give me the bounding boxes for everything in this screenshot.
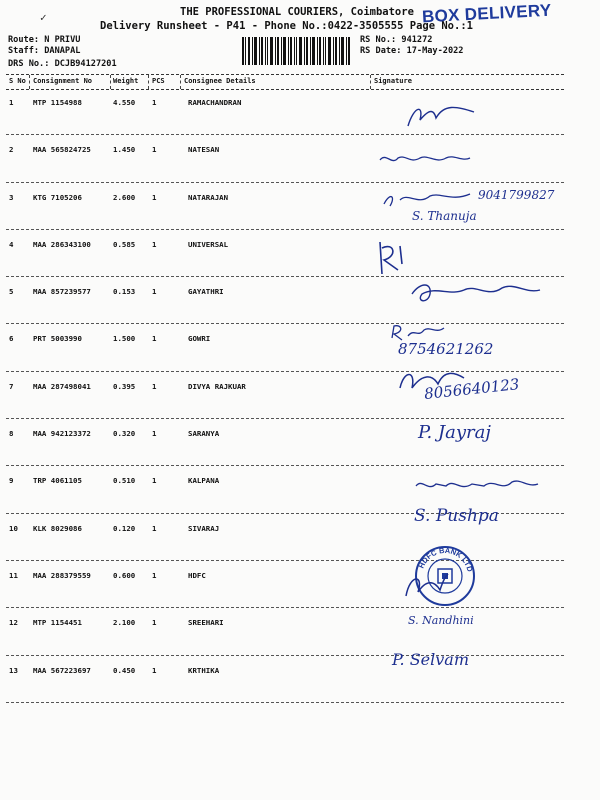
col-header-consignment: Consignment No xyxy=(33,77,93,85)
cell-sno: 9 xyxy=(9,476,14,486)
company-name: THE PROFESSIONAL COURIERS, Coimbatore xyxy=(180,6,414,18)
cell-weight: 0.585 xyxy=(113,239,136,249)
rs-number: RS No.: 941272 xyxy=(360,35,433,45)
cell-consignment-no: MAA 287498041 xyxy=(33,381,91,391)
cell-sno: 1 xyxy=(9,98,14,107)
cell-sno: 10 xyxy=(9,523,18,533)
cell-sno: 5 xyxy=(9,287,14,297)
box-delivery-stamp: BOX DELIVERY xyxy=(421,0,552,27)
cell-pcs: 1 xyxy=(152,192,157,202)
cell-consignee: GOWRI xyxy=(188,334,211,344)
cell-consignee: SREEHARI xyxy=(188,618,224,628)
cell-consignee: SARANYA xyxy=(188,429,220,439)
handwritten-phone-row-3: 9041799827 xyxy=(478,188,555,202)
cell-pcs: 1 xyxy=(152,287,157,297)
cell-weight: 0.153 xyxy=(113,287,136,297)
handwritten-phone-row-6: 8754621262 xyxy=(398,340,494,358)
table-row xyxy=(6,561,564,608)
cell-consignee: RAMACHANDRAN xyxy=(188,98,242,107)
cell-weight: 0.600 xyxy=(113,570,136,580)
route-label: Route: N PRIVU xyxy=(8,35,81,45)
handwritten-name-row-13: P. Selvam xyxy=(392,650,469,669)
cell-sno: 7 xyxy=(9,381,14,391)
table-row xyxy=(6,230,564,277)
cell-weight: 0.395 xyxy=(113,381,136,391)
handwritten-name-row-8: P. Jayraj xyxy=(418,422,491,443)
cell-consignment-no: MAA 288379559 xyxy=(33,570,91,580)
table-row xyxy=(6,372,564,419)
cell-consignment-no: KLK 8029086 xyxy=(33,523,82,533)
cell-weight: 0.120 xyxy=(113,523,136,533)
table-row xyxy=(6,183,564,230)
cell-weight: 2.600 xyxy=(113,192,136,202)
col-header-weight: Weight xyxy=(113,77,139,85)
cell-weight: 4.550 xyxy=(113,98,136,107)
svg-text:HDFC BANK LTD: HDFC BANK LTD xyxy=(416,545,475,573)
cell-sno: 6 xyxy=(9,334,14,344)
cell-pcs: 1 xyxy=(152,145,157,155)
cell-consignee: UNIVERSAL xyxy=(188,239,229,249)
cell-weight: 2.100 xyxy=(113,618,136,628)
cell-pcs: 1 xyxy=(152,98,157,107)
cell-pcs: 1 xyxy=(152,618,157,628)
cell-weight: 1.500 xyxy=(113,334,136,344)
cell-consignment-no: TRP 4061105 xyxy=(33,476,82,486)
cell-weight: 0.510 xyxy=(113,476,136,486)
checkmark-mark: ✓ xyxy=(40,11,47,24)
handwritten-phone-row-7: 8056640123 xyxy=(423,375,521,403)
table-row xyxy=(6,88,564,135)
cell-consignee: NATARAJAN xyxy=(188,192,229,202)
cell-pcs: 1 xyxy=(152,239,157,249)
col-header-signature: Signature xyxy=(374,77,412,85)
cell-sno: 12 xyxy=(9,618,18,628)
handwritten-name-row-10: S. Pushpa xyxy=(414,506,499,526)
cell-consignment-no: MAA 286343100 xyxy=(33,239,91,249)
cell-pcs: 1 xyxy=(152,476,157,486)
table-row xyxy=(6,466,564,513)
cell-consignment-no: MAA 942123372 xyxy=(33,429,91,439)
handwritten-name-row-12: S. Nandhini xyxy=(408,614,474,627)
cell-weight: 0.320 xyxy=(113,429,136,439)
table-row xyxy=(6,324,564,371)
cell-sno: 11 xyxy=(9,570,18,580)
handwritten-name-row-3: S. Thanuja xyxy=(412,209,477,223)
cell-pcs: 1 xyxy=(152,334,157,344)
cell-sno: 3 xyxy=(9,192,14,202)
cell-pcs: 1 xyxy=(152,523,157,533)
staff-label: Staff: DANAPAL xyxy=(8,46,81,56)
cell-pcs: 1 xyxy=(152,381,157,391)
runsheet-title: Delivery Runsheet - P41 - Phone No.:0422-3505555 Page No.:1 xyxy=(100,20,473,32)
cell-pcs: 1 xyxy=(152,570,157,580)
cell-consignee: GAYATHRI xyxy=(188,287,224,297)
table-row xyxy=(6,277,564,324)
cell-sno: 2 xyxy=(9,145,14,155)
col-header-pcs: PCS xyxy=(152,77,165,85)
rs-date: RS Date: 17-May-2022 xyxy=(360,46,464,56)
cell-sno: 8 xyxy=(9,429,14,439)
cell-consignment-no: MTP 1154988 xyxy=(33,98,82,107)
cell-consignee: KALPANA xyxy=(188,476,220,486)
cell-pcs: 1 xyxy=(152,429,157,439)
table-row xyxy=(6,656,564,703)
runsheet-rows xyxy=(6,88,564,703)
cell-consignment-no: MAA 565824725 xyxy=(33,145,91,155)
cell-consignee: HDFC xyxy=(188,570,206,580)
cell-consignment-no: MAA 857239577 xyxy=(33,287,91,297)
table-row xyxy=(6,419,564,466)
cell-weight: 1.450 xyxy=(113,145,136,155)
cell-consignee: KRTHIKA xyxy=(188,665,220,675)
cell-weight: 0.450 xyxy=(113,665,136,675)
cell-consignee: DIVYA RAJKUAR xyxy=(188,381,246,391)
cell-consignee: SIVARAJ xyxy=(188,523,220,533)
cell-sno: 13 xyxy=(9,665,18,675)
table-row xyxy=(6,514,564,561)
cell-consignment-no: MTP 1154451 xyxy=(33,618,82,628)
table-row xyxy=(6,608,564,655)
col-header-consignee: Consignee Details xyxy=(184,77,256,85)
drs-number: DRS No.: DCJB94127201 xyxy=(8,59,117,69)
cell-consignee: NATESAN xyxy=(188,145,220,155)
cell-pcs: 1 xyxy=(152,665,157,675)
table-row xyxy=(6,135,564,182)
barcode-image xyxy=(242,37,350,65)
cell-consignment-no: PRT 5003990 xyxy=(33,334,82,344)
col-header-sno: S No xyxy=(9,77,26,85)
cell-consignment-no: KTG 7105206 xyxy=(33,192,82,202)
cell-sno: 4 xyxy=(9,239,14,249)
cell-consignment-no: MAA 567223697 xyxy=(33,665,91,675)
